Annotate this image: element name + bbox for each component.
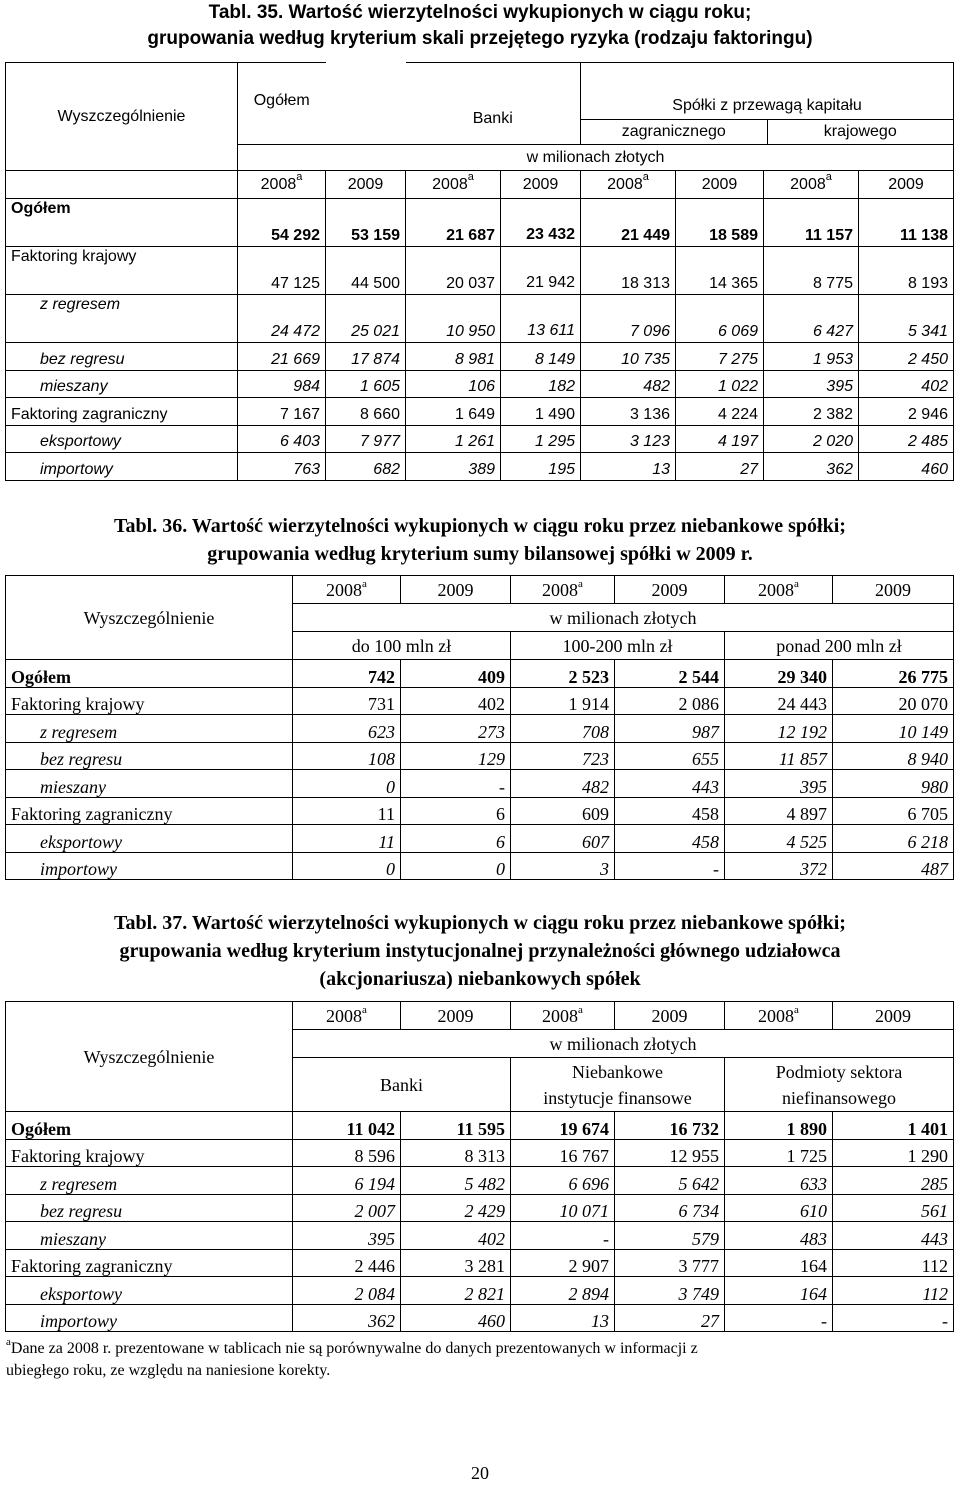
cell-value: 164: [725, 1277, 833, 1305]
cell-value: 13: [581, 453, 676, 481]
cell-value: 1 022: [676, 371, 764, 398]
cell-value: 389: [406, 453, 501, 481]
cell-value: 19 674: [511, 1112, 615, 1140]
cell-value: 6 069: [676, 295, 764, 343]
t35-year: 2009: [501, 171, 581, 199]
footnote: $^a$Dane za 2008 r. prezentowane w tablicach nie są porównywalne do danych prezentowanych w informacji z ubiegłego roku, ze względu na naniesione korekty.: [6, 1335, 698, 1379]
cell-value: 6 705: [833, 798, 954, 825]
cell-value: 27: [676, 453, 764, 481]
cell-value: 2 382: [764, 398, 859, 426]
table35: [5, 62, 954, 481]
cell-value: 723: [511, 743, 615, 770]
row-label: bez regresu: [6, 343, 238, 371]
row-label: mieszany: [6, 1222, 293, 1250]
cell-value: 1 401: [833, 1112, 954, 1140]
cell-value: 44 500: [326, 247, 406, 295]
cell-value: 1 295: [501, 426, 581, 453]
cell-value: 8 660: [326, 398, 406, 426]
cell-value: 24 443: [725, 688, 833, 715]
cell-value: 11: [293, 825, 401, 853]
table-row: [6, 715, 954, 743]
table-row: [6, 1305, 954, 1332]
cell-value: 3 136: [581, 398, 676, 426]
cell-value: 273: [401, 715, 511, 743]
cell-value: 1 890: [725, 1112, 833, 1140]
table-row: [6, 853, 954, 880]
cell-value: 607: [511, 825, 615, 853]
cell-value: 5 642: [615, 1167, 725, 1195]
cell-value: 6 403: [238, 426, 326, 453]
t35-year: 2009: [326, 171, 406, 199]
cell-value: 21 687: [406, 199, 501, 247]
t35-year: 2008$^a$: [764, 171, 859, 199]
cell-value: 25 021: [326, 295, 406, 343]
cell-value: 3 777: [615, 1250, 725, 1277]
row-label: mieszany: [6, 770, 293, 798]
cell-value: 26 775: [833, 660, 954, 688]
cell-value: 0: [401, 853, 511, 880]
cell-value: 609: [511, 798, 615, 825]
row-label: eksportowy: [6, 825, 293, 853]
t35-header-ogolem: Ogółem: [238, 63, 326, 145]
cell-value: 11 138: [859, 199, 954, 247]
row-label: Faktoring krajowy: [6, 1140, 293, 1167]
cell-value: -: [833, 1305, 954, 1332]
table37-title-line3: (akcjonariusza) niebankowych spółek: [319, 968, 641, 990]
row-label: Ogółem: [6, 199, 238, 247]
cell-value: 460: [401, 1305, 511, 1332]
cell-value: 579: [615, 1222, 725, 1250]
cell-value: 2 907: [511, 1250, 615, 1277]
cell-value: 195: [501, 453, 581, 481]
cell-value: 0: [293, 853, 401, 880]
cell-value: 742: [293, 660, 401, 688]
cell-value: 2 946: [859, 398, 954, 426]
cell-value: 6 218: [833, 825, 954, 853]
cell-value: 20 070: [833, 688, 954, 715]
cell-value: 395: [725, 770, 833, 798]
cell-value: 409: [401, 660, 511, 688]
cell-value: 1 649: [406, 398, 501, 426]
cell-value: 164: [725, 1250, 833, 1277]
row-label: eksportowy: [6, 426, 238, 453]
cell-value: 10 149: [833, 715, 954, 743]
cell-value: 3 123: [581, 426, 676, 453]
cell-value: 21 942: [501, 247, 581, 295]
cell-value: 12 955: [615, 1140, 725, 1167]
cell-value: 1 261: [406, 426, 501, 453]
t35-header-banki: Banki: [406, 63, 581, 145]
table36: Wyszczególnienie 2008$^a$ 2009 2008$^a$ 2009 2008$^a$ 2009 w milionach złotych do 100 mln zł 100-200 mln zł ponad 200 mln zł Ogółem 742 409 2 523 2 544 29 340 26 775 Faktoring krajowy 731 402 1 914 2 086 24 443 20 070 z regresem 623 273 708 987 12 192 10 149 bez regresu 108 129 723 655 11 857 8 940 mieszany 0 - 482 443 395 980 Faktoring zagraniczny 11 6 609 458 4 897 6 705 eksportowy 11 6 607 458 4 525 6 218 importowy 0 0 3 - 372 487: [5, 575, 954, 880]
cell-value: -: [401, 770, 511, 798]
table-row: [6, 688, 954, 715]
cell-value: 11 595: [401, 1112, 511, 1140]
cell-value: 8 940: [833, 743, 954, 770]
cell-value: 1 605: [326, 371, 406, 398]
table-row: [6, 1112, 954, 1140]
table37: Wyszczególnienie 2008$^a$ 2009 2008$^a$ 2009 2008$^a$ 2009 w milionach złotych Banki Niebankowe instytucje finansowe Podmioty sektora niefinansowego Ogółem 11 042 11 595 19 674 16 732 1 890 1 401 Faktoring krajowy 8 596 8 313 16 767 12 955 1 725 1 290 z regresem 6 194 5 482 6 696 5 642 633 285 bez regresu 2 007 2 429 10 071 6 734 610 561 mieszany 395 402 - 579 483 443 Faktoring zagraniczny 2 446 3 281 2 907 3 777 164 112 eksportowy 2 084 2 821 2 894 3 749 164 112 importowy 362 460 13 27 - -: [5, 1001, 954, 1332]
t35-year: 2009: [859, 171, 954, 199]
cell-value: 108: [293, 743, 401, 770]
cell-value: 7 977: [326, 426, 406, 453]
t35-year: 2009: [676, 171, 764, 199]
table-row: [6, 1195, 954, 1222]
cell-value: -: [725, 1305, 833, 1332]
cell-value: 1 914: [511, 688, 615, 715]
cell-value: 18 589: [676, 199, 764, 247]
t35-header-unit: w milionach złotych: [238, 145, 954, 171]
cell-value: 10 071: [511, 1195, 615, 1222]
row-label: z regresem: [6, 715, 293, 743]
cell-value: 11 857: [725, 743, 833, 770]
table36-title-line2: grupowania według kryterium sumy bilansowej spółki w 2009 r.: [207, 543, 753, 565]
cell-value: 402: [401, 1222, 511, 1250]
cell-value: 458: [615, 825, 725, 853]
cell-value: 53 159: [326, 199, 406, 247]
cell-value: 23 432: [501, 199, 581, 247]
cell-value: 1 725: [725, 1140, 833, 1167]
cell-value: 682: [326, 453, 406, 481]
row-label: z regresem: [6, 1167, 293, 1195]
cell-value: 2 485: [859, 426, 954, 453]
cell-value: -: [615, 853, 725, 880]
row-label: Faktoring zagraniczny: [6, 798, 293, 825]
t35-header-spolki: Spółki z przewagą kapitału: [581, 93, 953, 120]
cell-value: 458: [615, 798, 725, 825]
cell-value: 3 749: [615, 1277, 725, 1305]
cell-value: 112: [833, 1250, 954, 1277]
cell-value: 395: [764, 371, 859, 398]
cell-value: 2 086: [615, 688, 725, 715]
cell-value: 362: [764, 453, 859, 481]
t35-year: 2008$^a$: [238, 171, 326, 199]
cell-value: 402: [859, 371, 954, 398]
cell-value: 11: [293, 798, 401, 825]
cell-value: 655: [615, 743, 725, 770]
cell-value: 0: [293, 770, 401, 798]
cell-value: 106: [406, 371, 501, 398]
cell-value: 8 149: [501, 343, 581, 371]
cell-value: 29 340: [725, 660, 833, 688]
t36-group-2: 100-200 mln zł: [511, 632, 725, 660]
row-label: mieszany: [6, 371, 238, 398]
cell-value: 10 735: [581, 343, 676, 371]
t37-group-podmioty: Podmioty sektora niefinansowego: [725, 1058, 954, 1112]
cell-value: 372: [725, 853, 833, 880]
cell-value: 610: [725, 1195, 833, 1222]
cell-value: 763: [238, 453, 326, 481]
row-label: eksportowy: [6, 1277, 293, 1305]
cell-value: 1 290: [833, 1140, 954, 1167]
cell-value: 8 775: [764, 247, 859, 295]
cell-value: 1 490: [501, 398, 581, 426]
t35-year: 2008$^a$: [581, 171, 676, 199]
table-row: [6, 1222, 954, 1250]
table-row: [6, 1277, 954, 1305]
cell-value: 2 020: [764, 426, 859, 453]
table-row: [6, 825, 954, 853]
cell-value: 5 341: [859, 295, 954, 343]
table-row: [6, 798, 954, 825]
cell-value: 13 611: [501, 295, 581, 343]
table36-title-line1: Tabl. 36. Wartość wierzytelności wykupionych w ciągu roku przez niebankowe spółki;: [114, 515, 846, 537]
cell-value: 483: [725, 1222, 833, 1250]
t35-header-zagranicznego: zagranicznego: [581, 120, 768, 144]
cell-value: 285: [833, 1167, 954, 1195]
cell-value: 987: [615, 715, 725, 743]
cell-value: 443: [615, 770, 725, 798]
cell-value: 11 042: [293, 1112, 401, 1140]
t36-header-wyszczegolnienie: Wyszczególnienie: [6, 576, 293, 660]
cell-value: 8 193: [859, 247, 954, 295]
table-row: [6, 1140, 954, 1167]
cell-value: 6 734: [615, 1195, 725, 1222]
cell-value: 4 525: [725, 825, 833, 853]
cell-value: 2 894: [511, 1277, 615, 1305]
cell-value: 6 194: [293, 1167, 401, 1195]
row-label: importowy: [6, 853, 293, 880]
table-row: [6, 371, 954, 398]
cell-value: 980: [833, 770, 954, 798]
cell-value: 7 167: [238, 398, 326, 426]
cell-value: 21 449: [581, 199, 676, 247]
cell-value: 482: [581, 371, 676, 398]
page-number: 20: [471, 1463, 489, 1483]
cell-value: 8 313: [401, 1140, 511, 1167]
cell-value: 2 523: [511, 660, 615, 688]
row-label: bez regresu: [6, 743, 293, 770]
table-row: [6, 199, 954, 247]
row-label: Faktoring krajowy: [6, 688, 293, 715]
t37-header-unit: w milionach złotych: [293, 1030, 954, 1058]
row-label: Faktoring krajowy: [6, 247, 238, 295]
cell-value: 633: [725, 1167, 833, 1195]
table37-title-line2: grupowania według kryterium instytucjonalnej przynależności głównego udziałowca: [119, 940, 841, 962]
cell-value: 14 365: [676, 247, 764, 295]
cell-value: 1 953: [764, 343, 859, 371]
cell-value: 6: [401, 798, 511, 825]
cell-value: 5 482: [401, 1167, 511, 1195]
cell-value: 6: [401, 825, 511, 853]
cell-value: 13: [511, 1305, 615, 1332]
cell-value: 4 224: [676, 398, 764, 426]
cell-value: 561: [833, 1195, 954, 1222]
table-row: [6, 1250, 954, 1277]
cell-value: 482: [511, 770, 615, 798]
table-row: [6, 398, 954, 426]
cell-value: 16 732: [615, 1112, 725, 1140]
cell-value: 395: [293, 1222, 401, 1250]
cell-value: 54 292: [238, 199, 326, 247]
cell-value: 2 446: [293, 1250, 401, 1277]
cell-value: 20 037: [406, 247, 501, 295]
cell-value: 21 669: [238, 343, 326, 371]
cell-value: 984: [238, 371, 326, 398]
cell-value: -: [511, 1222, 615, 1250]
cell-value: 2 821: [401, 1277, 511, 1305]
row-label: Ogółem: [6, 660, 293, 688]
table-row: [6, 426, 954, 453]
cell-value: 2 429: [401, 1195, 511, 1222]
cell-value: 4 197: [676, 426, 764, 453]
cell-value: 12 192: [725, 715, 833, 743]
cell-value: 47 125: [238, 247, 326, 295]
cell-value: 3: [511, 853, 615, 880]
t36-group-3: ponad 200 mln zł: [725, 632, 954, 660]
cell-value: 443: [833, 1222, 954, 1250]
row-label: Ogółem: [6, 1112, 293, 1140]
row-label: z regresem: [6, 295, 238, 343]
t35-header-krajowego: krajowego: [823, 123, 897, 140]
t35-header-wyszczegolnienie: Wyszczególnienie: [6, 63, 238, 171]
cell-value: 708: [511, 715, 615, 743]
cell-value: 460: [859, 453, 954, 481]
table37-title-line1: Tabl. 37. Wartość wierzytelności wykupionych w ciągu roku przez niebankowe spółki;: [114, 912, 846, 934]
cell-value: 11 157: [764, 199, 859, 247]
cell-value: 8 981: [406, 343, 501, 371]
row-label: Faktoring zagraniczny: [6, 1250, 293, 1277]
cell-value: 3 281: [401, 1250, 511, 1277]
cell-value: 112: [833, 1277, 954, 1305]
cell-value: 7 275: [676, 343, 764, 371]
table-row: [6, 770, 954, 798]
t35-year: 2008$^a$: [406, 171, 501, 199]
table-row: [6, 660, 954, 688]
cell-value: 6 696: [511, 1167, 615, 1195]
cell-value: 2 450: [859, 343, 954, 371]
cell-value: 487: [833, 853, 954, 880]
cell-value: 362: [293, 1305, 401, 1332]
table-row: [6, 343, 954, 371]
cell-value: 27: [615, 1305, 725, 1332]
row-label: importowy: [6, 1305, 293, 1332]
table-row: [6, 295, 954, 343]
row-label: bez regresu: [6, 1195, 293, 1222]
table35-title-line2: grupowania według kryterium skali przejętego ryzyka (rodzaju faktoringu): [147, 28, 813, 49]
cell-value: 10 950: [406, 295, 501, 343]
table-row: [6, 247, 954, 295]
cell-value: 2 544: [615, 660, 725, 688]
t37-group-banki: Banki: [293, 1058, 511, 1112]
cell-value: 16 767: [511, 1140, 615, 1167]
cell-value: 731: [293, 688, 401, 715]
cell-value: 182: [501, 371, 581, 398]
t36-header-unit: w milionach złotych: [293, 604, 954, 632]
table-row: [6, 743, 954, 770]
cell-value: 623: [293, 715, 401, 743]
table-row: [6, 1167, 954, 1195]
table-row: [6, 453, 954, 481]
cell-value: 17 874: [326, 343, 406, 371]
t37-header-wyszczegolnienie: Wyszczególnienie: [6, 1002, 293, 1112]
row-label: Faktoring zagraniczny: [6, 398, 238, 426]
cell-value: 2 007: [293, 1195, 401, 1222]
t36-group-1: do 100 mln zł: [293, 632, 511, 660]
cell-value: 402: [401, 688, 511, 715]
cell-value: 8 596: [293, 1140, 401, 1167]
table35-title-line1: Tabl. 35. Wartość wierzytelności wykupionych w ciągu roku;: [208, 2, 752, 23]
cell-value: 7 096: [581, 295, 676, 343]
t37-group-niebankowe: Niebankowe instytucje finansowe: [511, 1058, 725, 1112]
cell-value: 2 084: [293, 1277, 401, 1305]
cell-value: 129: [401, 743, 511, 770]
cell-value: 18 313: [581, 247, 676, 295]
cell-value: 4 897: [725, 798, 833, 825]
row-label: importowy: [6, 453, 238, 481]
cell-value: 6 427: [764, 295, 859, 343]
cell-value: 24 472: [238, 295, 326, 343]
